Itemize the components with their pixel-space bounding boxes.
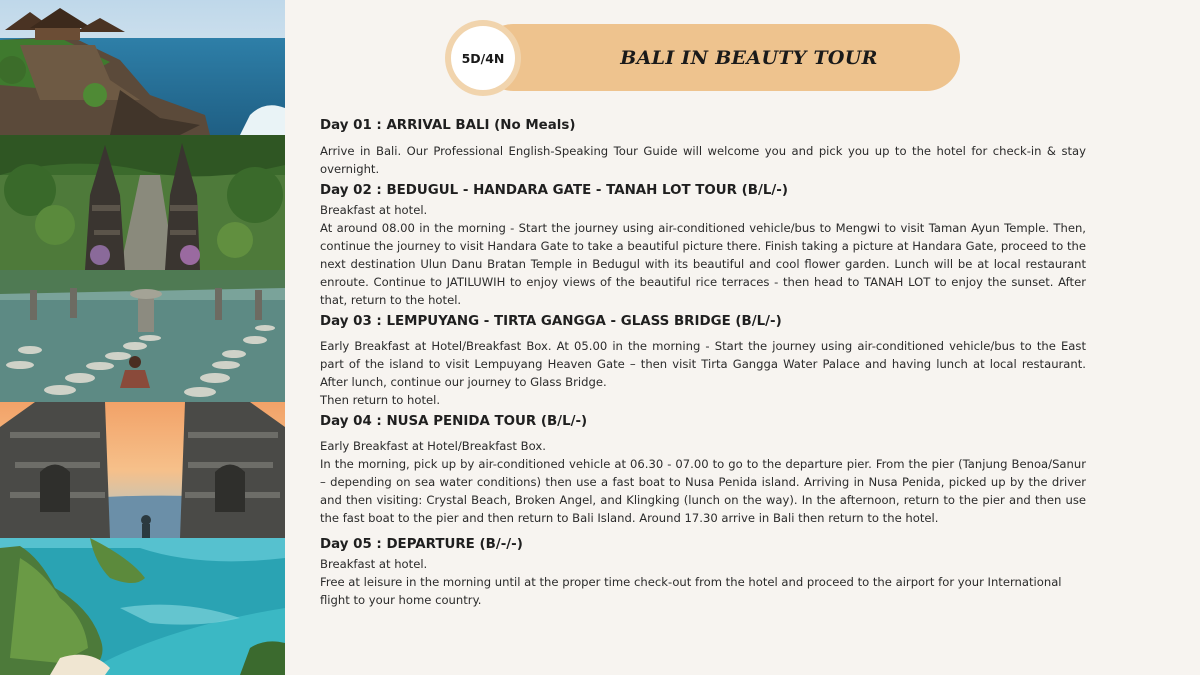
handara-gate-photo	[0, 135, 285, 270]
water-palace-photo	[0, 270, 285, 402]
kelingking-beach-photo	[0, 538, 285, 675]
day-paragraph: Early Breakfast at Hotel/Breakfast Box. At 05.00 in the morning - Start the journey using air-conditioned vehicle/bus to the East part of the island to visit Lempuyang Heaven Gate – then visit Tirta Gangga Water Palace and having lunch at local restaurant. After lunch, continue our journey to Glass Bridge.	[320, 339, 1086, 389]
day-title: Day 01 : ARRIVAL BALI (No Meals)	[320, 118, 576, 133]
itinerary	[320, 113, 1086, 609]
photo-collage	[0, 0, 285, 675]
day-title: Day 05 : DEPARTURE (B/-/-)	[320, 537, 523, 552]
day-item	[320, 534, 1086, 609]
cliff-temple-photo	[0, 0, 285, 135]
day-paragraph: Breakfast at hotel.	[320, 203, 428, 217]
day-paragraph: At around 08.00 in the morning - Start the journey using air-conditioned vehicle/bus to Mengwi to visit Taman Ayun Temple. Then, continue the journey to visit Handara Gate to take a beautiful picture there. Finish taking a picture at Handara Gate, proceed to the next destination Ulun Danu Bratan Temple in Bedugul with its beautiful and cool flower garden. Lunch will be at local restaurant enroute. Continue to JATILUWIH to enjoy views of the beautiful rice terraces - then head to TANAH LOT to enjoy the sunset. After that, return to the hotel.	[320, 221, 1086, 307]
day-description	[320, 337, 1086, 409]
day-paragraph: Arrive in Bali. Our Professional English-Speaking Tour Guide will welcome you and pick you up to the hotel for check-in & stay overnight.	[320, 144, 1086, 176]
duration-badge	[445, 20, 521, 96]
title-banner	[480, 24, 960, 91]
day-description	[320, 142, 1086, 178]
day-description	[320, 437, 1086, 527]
day-paragraph: Free at leisure in the morning until at the proper time check-out from the hotel and proceed to the airport for your International flight to your home country.	[320, 575, 1062, 607]
day-item	[320, 311, 1086, 409]
day-paragraph: Early Breakfast at Hotel/Breakfast Box.	[320, 439, 546, 453]
heaven-gate-photo	[0, 402, 285, 538]
day-paragraph: Breakfast at hotel.	[320, 557, 428, 571]
day-item	[320, 411, 1086, 527]
day-title: Day 04 : NUSA PENIDA TOUR (B/L/-)	[320, 414, 588, 429]
day-description	[320, 201, 1086, 309]
day-paragraph: In the morning, pick up by air-conditioned vehicle at 06.30 - 07.00 to go to the departure pier. From the pier (Tanjung Benoa/Sanur – depending on sea water conditions) then use a fast boat to Nusa Penida island. Arriving in Nusa Penida, picked up by the driver and then visiting: Crystal Beach, Broken Angel, and Klingking (lunch on the way). In the afternoon, return to the pier and then use the fast boat to the pier and then return to Bali Island. Around 17.30 arrive in Bali then return to the hotel.	[320, 457, 1086, 525]
day-description	[320, 555, 1086, 609]
day-item	[320, 115, 1086, 178]
duration-label: 5D/4N	[451, 26, 515, 90]
day-item	[320, 180, 1086, 309]
tour-title: BALI IN BEAUTY TOUR	[620, 46, 878, 69]
day-title: Day 03 : LEMPUYANG - TIRTA GANGGA - GLASS BRIDGE (B/L/-)	[320, 314, 782, 329]
day-title: Day 02 : BEDUGUL - HANDARA GATE - TANAH LOT TOUR (B/L/-)	[320, 183, 788, 198]
day-paragraph: Then return to hotel.	[320, 393, 441, 407]
